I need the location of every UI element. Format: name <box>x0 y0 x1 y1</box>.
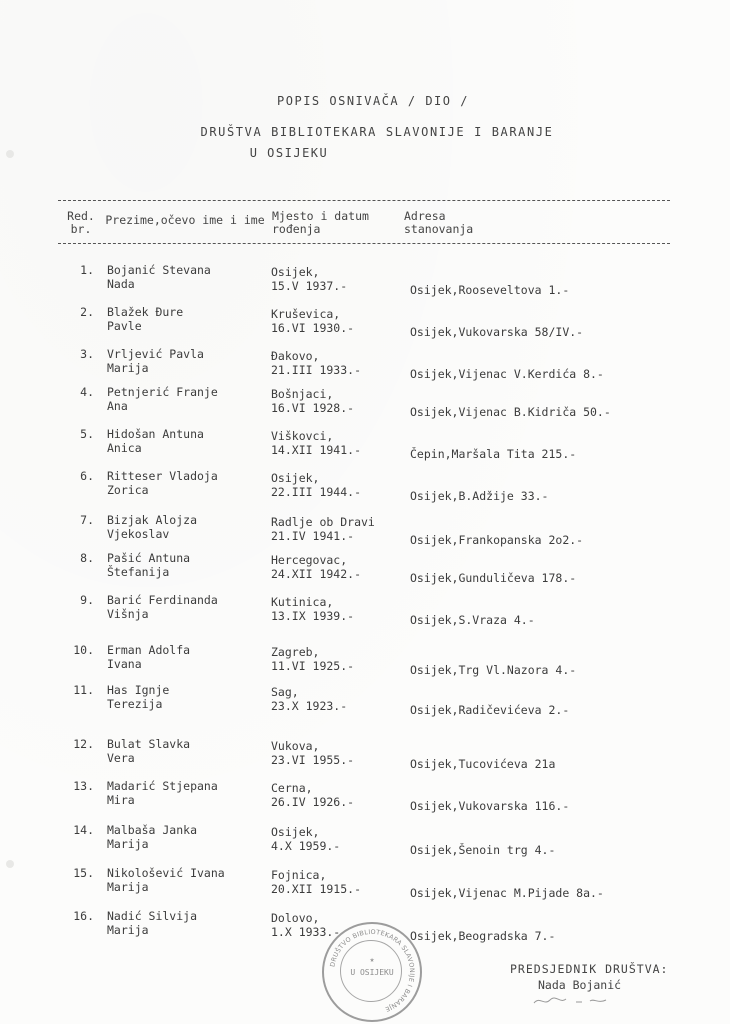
row-number: 5. <box>80 427 94 441</box>
table-row <box>0 305 730 347</box>
row-birthdate: 24.XII 1942.- <box>271 567 362 581</box>
row-first-name: Štefanija <box>107 565 170 579</box>
header-top-rule <box>58 200 670 201</box>
row-birthplace: Bošnjaci, <box>271 387 334 401</box>
table-row <box>0 551 730 593</box>
row-number: 8. <box>80 551 94 565</box>
row-address: Osijek,Vukovarska 116.- <box>410 799 570 813</box>
row-number: 12. <box>73 737 94 751</box>
row-address: Čepin,Maršala Tita 215.- <box>410 447 577 461</box>
row-birthdate: 1.X 1933.- <box>271 925 341 939</box>
stamp-star-icon: ★ <box>369 955 375 964</box>
row-address: Osijek,Frankopanska 2o2.- <box>410 533 584 547</box>
row-first-name: Nada <box>107 277 135 291</box>
row-number: 7. <box>80 513 94 527</box>
header-bottom-rule <box>58 243 670 244</box>
row-birthdate: 16.VI 1928.- <box>271 401 355 415</box>
document-title: POPIS OSNIVAČA / DIO / <box>277 94 469 108</box>
table-row <box>0 779 730 821</box>
table-row <box>0 513 730 555</box>
row-address: Osijek,Beogradska 7.- <box>410 929 556 943</box>
row-birthdate: 21.III 1933.- <box>271 363 362 377</box>
row-surname: Madarić Stjepana <box>107 779 218 793</box>
row-surname: Has Ignje <box>107 683 170 697</box>
row-address: Osijek,Radičevićeva 2.- <box>410 703 570 717</box>
row-first-name: Mira <box>107 793 135 807</box>
row-birthdate: 11.VI 1925.- <box>271 659 355 673</box>
row-first-name: Vjekoslav <box>107 527 170 541</box>
row-birthplace: Zagreb, <box>271 645 320 659</box>
table-row <box>0 593 730 635</box>
row-birthdate: 23.VI 1955.- <box>271 753 355 767</box>
row-first-name: Vera <box>107 751 135 765</box>
row-surname: Nikološević Ivana <box>107 866 225 880</box>
table-row <box>0 737 730 779</box>
row-first-name: Marija <box>107 837 149 851</box>
table-row <box>0 469 730 511</box>
row-birthdate: 14.XII 1941.- <box>271 443 362 457</box>
document-location: U OSIJEKU <box>249 146 329 160</box>
row-surname: Hidošan Antuna <box>107 427 204 441</box>
table-row <box>0 427 730 469</box>
row-address: Osijek,B.Adžije 33.- <box>410 489 549 503</box>
header-birth: Mjesto i datum rođenja <box>272 209 369 236</box>
row-birthdate: 13.IX 1939.- <box>271 609 355 623</box>
row-birthplace: Sag, <box>271 685 299 699</box>
row-birthplace: Osijek, <box>271 471 320 485</box>
row-surname: Malbaša Janka <box>107 823 198 837</box>
row-number: 16. <box>73 909 94 923</box>
handwritten-signature <box>532 994 612 1008</box>
table-row <box>0 385 730 427</box>
table-row <box>0 823 730 865</box>
row-number: 13. <box>73 779 94 793</box>
row-number: 3. <box>80 347 94 361</box>
row-birthplace: Dolovo, <box>271 911 320 925</box>
row-number: 1. <box>80 263 94 277</box>
row-first-name: Terezija <box>107 697 163 711</box>
row-address: Osijek,Vijenac V.Kerdića 8.- <box>410 367 604 381</box>
row-number: 10. <box>73 643 94 657</box>
row-birthplace: Hercegovac, <box>271 553 348 567</box>
row-address: Osijek,Vijenac B.Kidriča 50.- <box>410 405 611 419</box>
row-birthplace: Osijek, <box>271 825 320 839</box>
row-address: Osijek,Šenoin trg 4.- <box>410 843 556 857</box>
row-first-name: Marija <box>107 361 149 375</box>
table-row <box>0 683 730 725</box>
row-surname: Petnjerić Franje <box>107 385 218 399</box>
row-first-name: Pavle <box>107 319 142 333</box>
row-number: 4. <box>80 385 94 399</box>
table-row <box>0 643 730 685</box>
row-surname: Pašić Antuna <box>107 551 191 565</box>
row-number: 11. <box>73 683 94 697</box>
signature-title: PREDSJEDNIK DRUŠTVA: <box>510 962 669 976</box>
table-row <box>0 866 730 908</box>
row-birthplace: Kruševica, <box>271 307 341 321</box>
document-subtitle: DRUŠTVA BIBLIOTEKARA SLAVONIJE I BARANJE <box>200 125 554 139</box>
row-birthdate: 26.IV 1926.- <box>271 795 355 809</box>
row-birthplace: Osijek, <box>271 265 320 279</box>
row-address: Osijek,Vukovarska 58/IV.- <box>410 325 584 339</box>
row-birthplace: Kutinica, <box>271 595 334 609</box>
row-first-name: Anica <box>107 441 142 455</box>
row-address: Osijek,Vijenac M.Pijade 8a.- <box>410 886 604 900</box>
row-surname: Bojanić Stevana <box>107 263 211 277</box>
row-first-name: Zorica <box>107 483 149 497</box>
row-birthdate: 21.IV 1941.- <box>271 529 355 543</box>
table-row <box>0 263 730 305</box>
row-first-name: Ana <box>107 399 128 413</box>
row-surname: Bulat Slavka <box>107 737 191 751</box>
header-red-br: Red. br. <box>67 209 95 236</box>
header-name: Prezime,očevo ime i ime <box>105 213 265 227</box>
row-birthdate: 16.VI 1930.- <box>271 321 355 335</box>
svg-text:DRUŠTVO BIBLIOTEKARA SLAVONIJE: DRUŠTVO BIBLIOTEKARA SLAVONIJE I BARANJE <box>328 927 417 1014</box>
row-number: 9. <box>80 593 94 607</box>
table-row <box>0 347 730 389</box>
row-number: 2. <box>80 305 94 319</box>
stamp-city: U OSIJEKU <box>350 968 394 977</box>
row-address: Osijek,S.Vraza 4.- <box>410 613 535 627</box>
row-number: 6. <box>80 469 94 483</box>
header-address: Adresa stanovanja <box>404 209 474 236</box>
row-birthplace: Fojnica, <box>271 868 327 882</box>
row-birthdate: 23.X 1923.- <box>271 699 348 713</box>
row-birthdate: 15.V 1937.- <box>271 279 348 293</box>
row-surname: Bizjak Alojza <box>107 513 198 527</box>
row-birthdate: 20.XII 1915.- <box>271 882 362 896</box>
row-address: Osijek,Trg Vl.Nazora 4.- <box>410 663 577 677</box>
row-surname: Erman Adolfa <box>107 643 191 657</box>
row-surname: Blažek Đure <box>107 305 184 319</box>
row-birthplace: Vukova, <box>271 739 320 753</box>
row-first-name: Marija <box>107 923 149 937</box>
row-birthplace: Radlje ob Dravi <box>271 515 375 529</box>
row-birthplace: Đakovo, <box>271 349 320 363</box>
row-surname: Nadić Silvija <box>107 909 198 923</box>
row-surname: Vrljević Pavla <box>107 347 204 361</box>
row-surname: Ritteser Vladoja <box>107 469 218 483</box>
signature-name: Nada Bojanić <box>538 978 622 992</box>
row-birthplace: Viškovci, <box>271 429 334 443</box>
row-address: Osijek,Rooseveltova 1.- <box>410 283 570 297</box>
official-stamp <box>322 922 422 1022</box>
row-surname: Barić Ferdinanda <box>107 593 218 607</box>
row-first-name: Marija <box>107 880 149 894</box>
row-address: Osijek,Gunduličeva 178.- <box>410 571 577 585</box>
row-birthdate: 4.X 1959.- <box>271 839 341 853</box>
row-first-name: Višnja <box>107 607 149 621</box>
row-birthplace: Cerna, <box>271 781 313 795</box>
row-birthdate: 22.III 1944.- <box>271 485 362 499</box>
row-first-name: Ivana <box>107 657 142 671</box>
row-address: Osijek,Tucovićeva 21a <box>410 757 556 771</box>
row-number: 15. <box>73 866 94 880</box>
row-number: 14. <box>73 823 94 837</box>
